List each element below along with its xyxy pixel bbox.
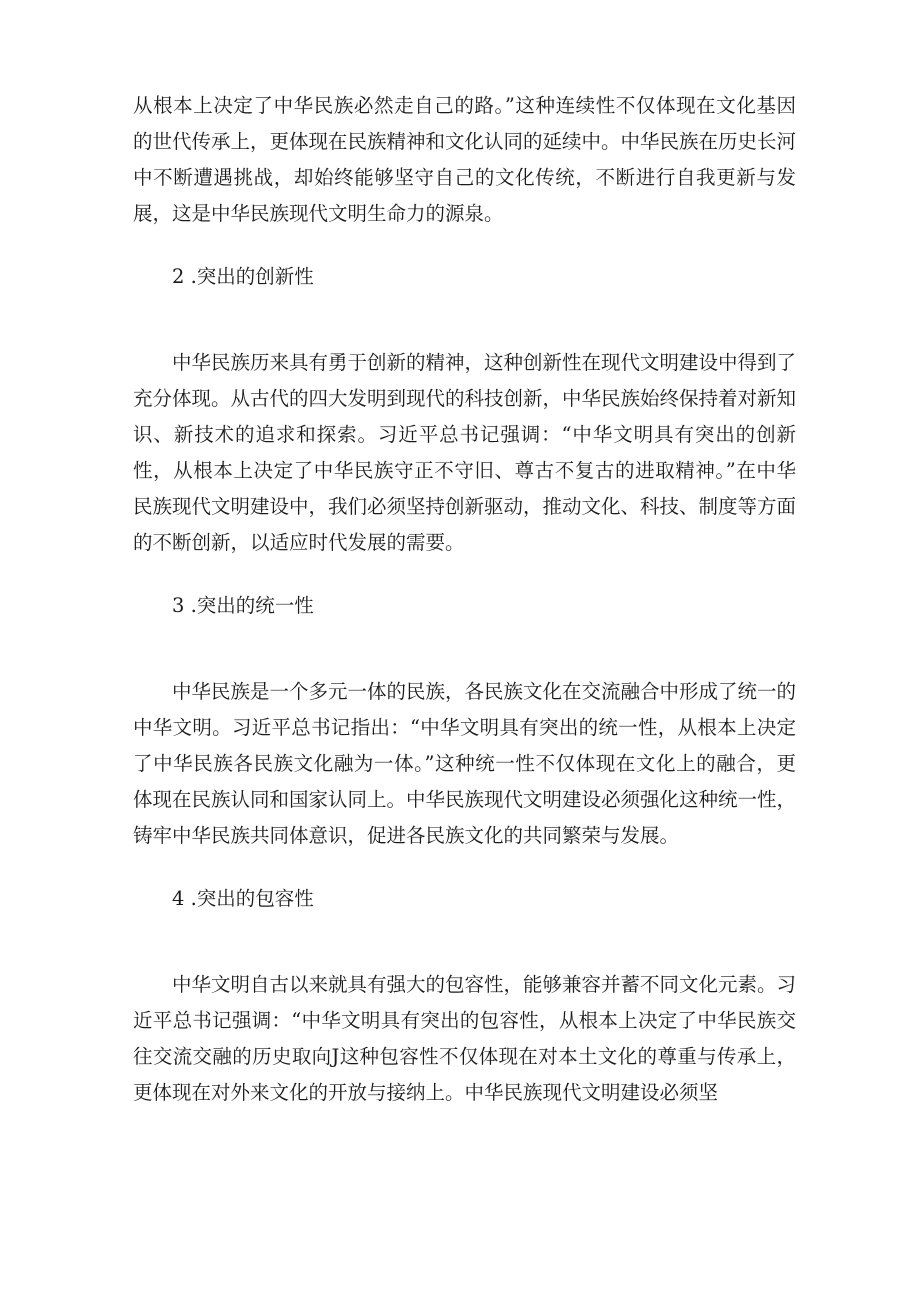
paragraph-continuation: 从根本上决定了中华民族必然走自己的路。”这种连续性不仅体现在文化基因的世代传承上，更体现在民族精神和文化认同的延续中。中华民族在历史长河中不断遭遇挑战，却始终能够坚守自己的文化传统，不断进行自我更新与发展，这是中华民族现代文明生命力的源泉。: [133, 94, 797, 225]
section-heading-unity: 3 .突出的统一性: [172, 594, 314, 617]
paragraph-inclusiveness: 中华文明自古以来就具有强大的包容性，能够兼容并蓄不同文化元素。习近平总书记强调：“中华文明具有突出的包容性，从根本上决定了中华民族交往交流交融的历史取向J这种包容性不仅体现在对本土文化的尊重与传承上，更体现在对外来文化的开放与接纳上。中华民族现代文明建设必须坚: [133, 973, 797, 1104]
paragraph-unity: 中华民族是一个多元一体的民族，各民族文化在交流融合中形成了统一的中华文明。习近平总书记指出：“中华文明具有突出的统一性，从根本上决定了中华民族各民族文化融为一体。”这种统一性不仅体现在文化上的融合，更体现在民族认同和国家认同上。中华民族现代文明建设必须强化这种统一性，铸牢中华民族共同体意识，促进各民族文化的共同繁荣与发展。: [133, 680, 797, 847]
section-heading-innovation: 2 .突出的创新性: [172, 265, 314, 288]
section-heading-inclusiveness: 4 .突出的包容性: [172, 887, 314, 910]
paragraph-innovation: 中华民族历来具有勇于创新的精神，这种创新性在现代文明建设中得到了充分体现。从古代的四大发明到现代的科技创新，中华民族始终保持着对新知识、新技术的追求和探索。习近平总书记强调：“中华文明具有突出的创新性，从根本上决定了中华民族守正不守旧、尊古不复古的进取精神。”在中华民族现代文明建设中，我们必须坚持创新驱动，推动文化、科技、制度等方面的不断创新，以适应时代发展的需要。: [133, 351, 797, 554]
